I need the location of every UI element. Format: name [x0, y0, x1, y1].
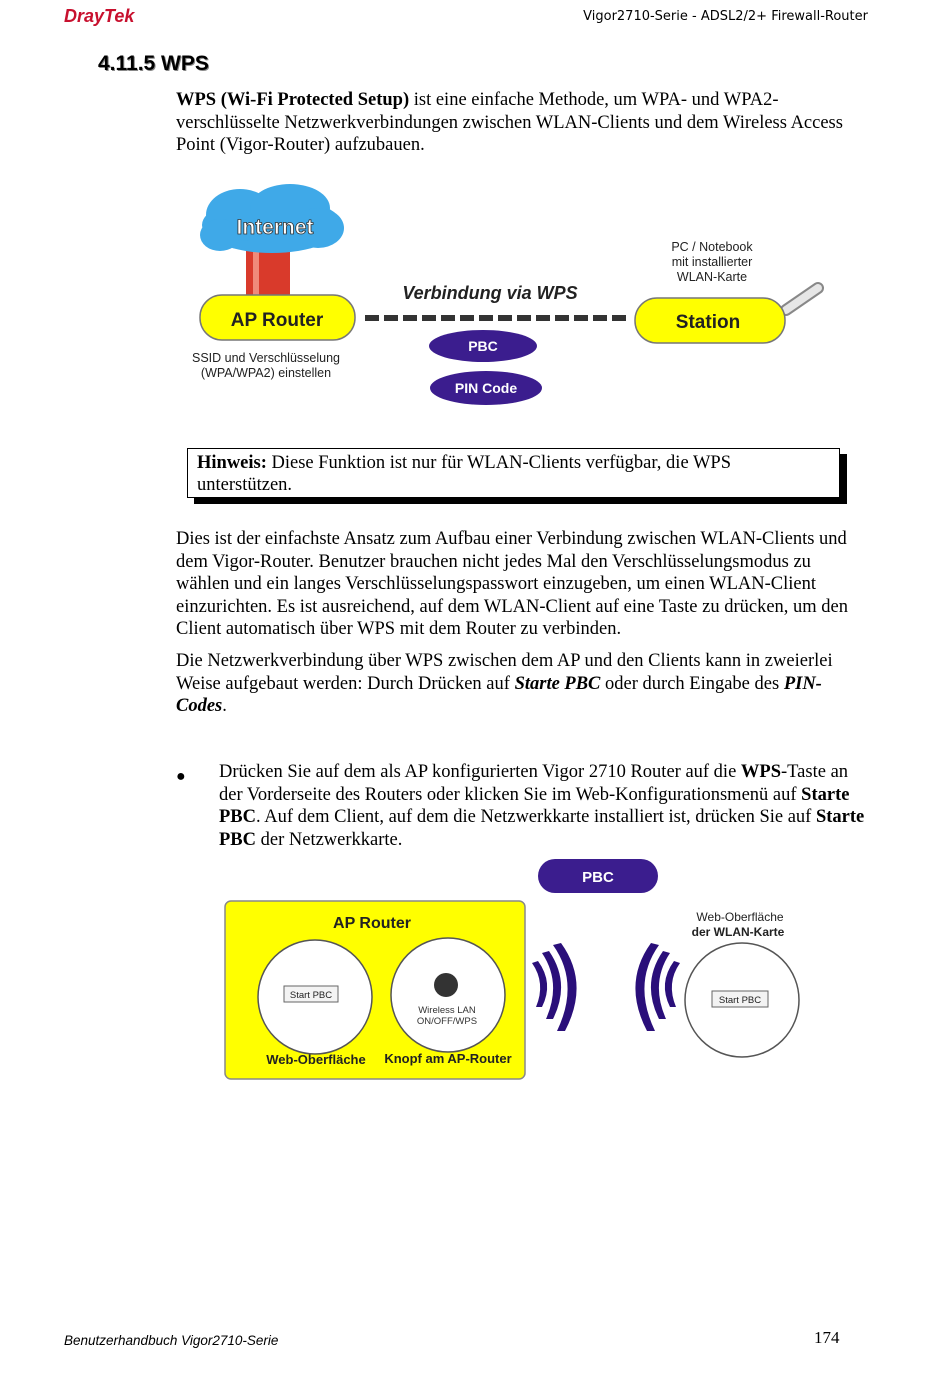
note-label: Hinweis: [197, 453, 267, 473]
para2-starte-pbc: Starte PBC [514, 673, 601, 694]
pc-text-line2: mit installierter [671, 255, 753, 269]
pc-text-line1: PC / Notebook [671, 240, 753, 254]
intro-bold: WPS (Wi-Fi Protected Setup) [176, 90, 410, 110]
bullet-text-e: . Auf dem Client, auf dem die Netzwerkkarte installiert ist, drücken Sie auf [256, 807, 816, 827]
knopf-label: Knopf am AP-Router [384, 1051, 512, 1066]
bullet-wps: WPS [740, 762, 782, 782]
wireless-label-line2: ON/OFF/WPS [416, 1016, 478, 1027]
wireless-label-line1: Wireless LAN [418, 1005, 476, 1016]
bullet-starte-pbc-1: Starte PBC [219, 784, 850, 827]
bullet-text [219, 761, 869, 851]
start-pbc-right-label: Start PBC [718, 995, 762, 1006]
antenna-icon [786, 288, 818, 310]
draytek-logo [64, 6, 134, 27]
wireless-waves-right-icon [635, 943, 680, 1031]
note-text [197, 452, 827, 496]
note-body: Diese Funktion ist nur für WLAN-Clients verfügbar, die WPS unterstützen. [197, 453, 731, 495]
paragraph-2 [176, 650, 866, 718]
wps-button-icon [434, 973, 458, 997]
ap-router-label: AP Router [230, 310, 324, 331]
ssid-text-line2: (WPA/WPA2) einstellen [200, 366, 332, 380]
para2-text-c: oder durch Eingabe des [600, 673, 784, 694]
para2-pin-codes: PIN-Codes [176, 673, 822, 716]
bullet-text-c: -Taste an der Vorderseite des Routers oder klicken Sie im Web-Konfigurationsmenü auf [219, 762, 849, 805]
ap-router-box-label: AP Router [333, 915, 411, 932]
bullet-icon: ● [176, 768, 186, 785]
station-label: Station [675, 312, 741, 333]
para2-text-e: . [222, 696, 227, 716]
section-title: 4.11.5 WPS [98, 52, 209, 75]
bullet-starte-pbc-2: Starte PBC [219, 807, 865, 850]
ssid-text-line1: SSID und Verschlüsselung [191, 351, 341, 365]
pbc-label: PBC [468, 338, 498, 354]
wlan-card-label-line1: Web-Oberfläche [696, 910, 784, 924]
wireless-waves-left-icon [532, 943, 577, 1031]
page-number: 174 [814, 1328, 840, 1347]
page-header-title: Vigor2710-Serie - ADSL2/2+ Firewall-Router [583, 9, 868, 24]
wps-overview-diagram [190, 180, 840, 420]
internet-label: Internet [236, 216, 314, 239]
para2-text-a: Die Netzwerkverbindung über WPS zwischen dem AP und den Clients kann in zweierlei Weise aufgebaut werden: Durch Drücken auf [176, 651, 833, 694]
bullet-text-g: der Netzwerkkarte. [256, 829, 403, 850]
intro-rest: ist eine einfache Methode, um WPA- und WPA2-verschlüsselte Netzwerkverbindungen zwischen WLAN-Clients und dem Wireless Access Point (Vigor-Router) aufzubauen. [176, 90, 843, 155]
note-box [187, 448, 840, 498]
verbindung-label: Verbindung via WPS [402, 283, 578, 303]
paragraph-1: Dies ist der einfachste Ansatz zum Aufbau einer Verbindung zwischen WLAN-Clients und dem Vigor-Router. Benutzer brauchen nicht jedes Mal den Verschlüsselungsmodus zu wählen und ein langes Verschlüsselungspasswort einzugeben, um einen WLAN-Client einzurichten. Es ist ausreichend, auf dem WLAN-Client auf eine Taste zu drücken, um den Client automatisch über WPS mit dem Router zu verbinden. [176, 529, 849, 639]
wlan-card-label-line2: der WLAN-Karte [691, 925, 785, 939]
footer-manual-title: Benutzerhandbuch Vigor2710-Serie [64, 1333, 279, 1348]
logo-text-tek: Tek [104, 6, 135, 26]
intro-paragraph [176, 89, 866, 157]
bullet-text-a: Drücken Sie auf dem als AP konfigurierten Vigor 2710 Router auf die [219, 762, 741, 782]
logo-text-dray: Dray [64, 6, 105, 26]
pbc-diagram [220, 855, 820, 1085]
web-oberflaeche-label: Web-Oberfläche [266, 1052, 366, 1067]
pin-label: PIN Code [454, 380, 518, 396]
pbc-pill-label: PBC [582, 869, 614, 886]
pc-text-line3: WLAN-Karte [676, 270, 748, 284]
start-pbc-left-label: Start PBC [289, 990, 333, 1001]
